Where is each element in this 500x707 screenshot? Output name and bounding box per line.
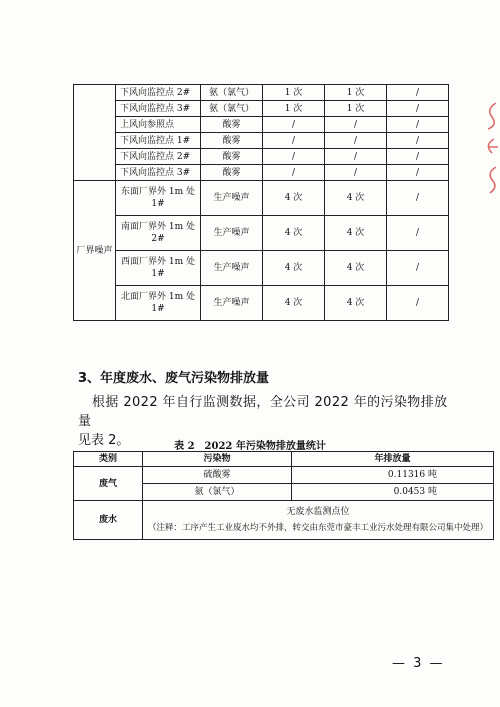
frequency-cell: 1 次 (325, 85, 387, 101)
frequency-cell: 4 次 (263, 181, 325, 216)
column-header: 污染物 (143, 452, 292, 467)
page-number: — 3 — (392, 656, 445, 671)
pollutant-cell: 硫酸雾 (143, 467, 292, 484)
frequency-cell: / (263, 117, 325, 133)
note-cell: / (387, 181, 449, 216)
monitoring-item: 氨（氯气） (201, 101, 263, 117)
monitoring-item: 酸雾 (201, 133, 263, 149)
frequency-cell: / (325, 149, 387, 165)
monitoring-item: 酸雾 (201, 117, 263, 133)
red-seal-fragment (478, 95, 500, 205)
note-cell: / (387, 286, 449, 321)
frequency-cell: / (263, 149, 325, 165)
monitoring-frequency-table (73, 84, 449, 321)
monitoring-point: 下风向监控点 2# (116, 149, 201, 165)
monitoring-point: 下风向监控点 1# (116, 133, 201, 149)
note-cell: / (387, 251, 449, 286)
emission-statistics-table (73, 451, 494, 540)
frequency-cell: / (325, 165, 387, 181)
monitoring-item: 氨（氯气） (201, 85, 263, 101)
frequency-cell: / (263, 165, 325, 181)
monitoring-point: 下风向监控点 2# (116, 85, 201, 101)
wastewater-text: 无废水监测点位 (286, 507, 350, 517)
note-cell: / (387, 165, 449, 181)
monitoring-item: 生产噪声 (201, 216, 263, 251)
monitoring-item: 生产噪声 (201, 286, 263, 321)
wastewater-cell (143, 501, 494, 540)
note-cell: / (387, 85, 449, 101)
seal-icon (478, 95, 500, 205)
monitoring-point: 北面厂界外 1m 处 1# (116, 286, 201, 321)
paragraph-line: 根据 2022 年自行监测数据，全公司 2022 年的污染物排放量 (78, 395, 448, 429)
monitoring-point: 下风向监控点 3# (116, 101, 201, 117)
section-heading: 3、年度废水、废气污染物排放量 (78, 371, 270, 386)
monitoring-item: 生产噪声 (201, 181, 263, 216)
paragraph-line: 见表 2。 (78, 433, 130, 448)
note-cell: / (387, 117, 449, 133)
frequency-cell: 4 次 (263, 286, 325, 321)
amount-cell: 0.11316 吨 (292, 467, 494, 484)
pollutant-cell: 氨（氯气） (143, 484, 292, 501)
frequency-cell: 4 次 (325, 286, 387, 321)
monitoring-point: 下风向监控点 3# (116, 165, 201, 181)
column-header: 年排放量 (292, 452, 494, 467)
noise-category-cell: 厂界噪声 (74, 181, 116, 321)
monitoring-item: 酸雾 (201, 149, 263, 165)
note-cell: / (387, 216, 449, 251)
note-cell: / (387, 133, 449, 149)
note-cell: / (387, 101, 449, 117)
frequency-cell: / (325, 133, 387, 149)
monitoring-item: 酸雾 (201, 165, 263, 181)
wastewater-note: （注释：工序产生工业废水均不外排，转交由东莞市豪丰工业污水处理有限公司集中处理） (147, 523, 488, 533)
frequency-cell: 4 次 (263, 251, 325, 286)
monitoring-point: 南面厂界外 1m 处 2# (116, 216, 201, 251)
frequency-cell: 1 次 (263, 101, 325, 117)
monitoring-point: 上风向参照点 (116, 117, 201, 133)
gas-category-cell (74, 85, 116, 181)
table-caption: 表 2 2022 年污染物排放量统计 (174, 441, 326, 452)
monitoring-point: 西面厂界外 1m 处 1# (116, 251, 201, 286)
frequency-cell: 4 次 (325, 251, 387, 286)
frequency-cell: / (263, 133, 325, 149)
note-cell: / (387, 149, 449, 165)
category-cell: 废水 (74, 501, 143, 540)
frequency-cell: 4 次 (263, 216, 325, 251)
frequency-cell: 4 次 (325, 181, 387, 216)
monitoring-point: 东面厂界外 1m 处 1# (116, 181, 201, 216)
monitoring-item: 生产噪声 (201, 251, 263, 286)
frequency-cell: 4 次 (325, 216, 387, 251)
frequency-cell: 1 次 (263, 85, 325, 101)
frequency-cell: 1 次 (325, 101, 387, 117)
category-cell: 废气 (74, 467, 143, 501)
column-header: 类别 (74, 452, 143, 467)
amount-cell: 0.0453 吨 (292, 484, 494, 501)
frequency-cell: / (325, 117, 387, 133)
